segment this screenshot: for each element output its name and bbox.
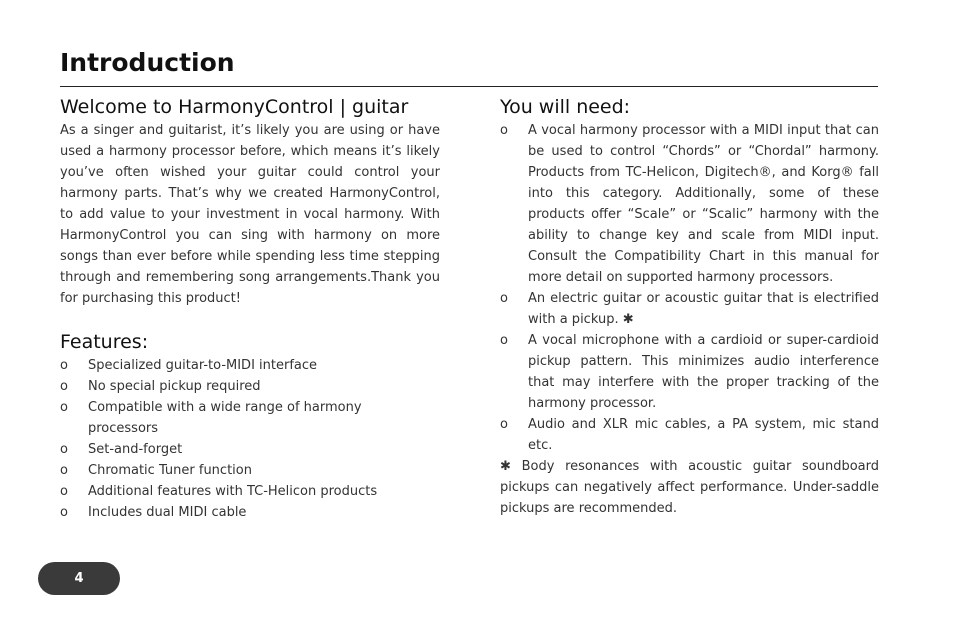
- page-title: Introduction: [60, 48, 235, 77]
- page-number: 4: [74, 571, 84, 586]
- list-item: o Additional features with TC-Helicon products: [60, 481, 440, 502]
- welcome-paragraph: As a singer and guitarist, it’s likely you are using or have used a harmony processor before, which means it’s likely you’ve often wished your guitar could control your harmony parts. That’s why we created HarmonyControl, to add value to your investment in vocal harmony. With HarmonyControl you can sing with harmony on more songs than ever before while spending less time stepping through and remembering song arrangements.Thank you for purchasing this product!: [60, 123, 440, 306]
- list-item: o Includes dual MIDI cable: [60, 502, 440, 523]
- list-item: o A vocal harmony processor with a MIDI input that can be used to control “Chords” or “Chordal” harmony. Products from TC-Helicon, Digitech®, and Korg® fall into this category. Additionally, some of these products offer “Scale” or “Scalic” harmony with the ability to change key and scale from MIDI input. Consult the Compatibility Chart in this manual for more detail on supported harmony processors.: [500, 120, 879, 288]
- features-list: [60, 355, 440, 523]
- bullet-icon: o: [60, 505, 68, 520]
- features-heading: Features:: [60, 331, 149, 353]
- welcome-heading: Welcome to HarmonyControl | guitar: [60, 96, 409, 118]
- asterisk-icon: ✱: [500, 459, 511, 474]
- page-number-badge: [38, 562, 120, 595]
- bullet-icon: o: [60, 442, 68, 457]
- bullet-icon: o: [60, 379, 68, 394]
- list-item: o Chromatic Tuner function: [60, 460, 440, 481]
- title-divider: [60, 86, 878, 87]
- list-item: o A vocal microphone with a cardioid or super-cardioid pickup pattern. This minimizes audio interference that may interfere with the proper tracking of the harmony processor.: [500, 330, 879, 414]
- bullet-icon: o: [500, 123, 508, 138]
- bullet-icon: o: [60, 463, 68, 478]
- bullet-icon: o: [500, 417, 508, 432]
- bullet-icon: o: [60, 400, 68, 415]
- asterisk-icon: ✱: [622, 312, 634, 327]
- right-column: [500, 94, 879, 519]
- footnote-text: Body resonances with acoustic guitar soundboard pickups can negatively affect performance. Under-saddle pickups are recommended.: [500, 459, 879, 516]
- bullet-icon: o: [500, 291, 508, 306]
- bullet-icon: o: [500, 333, 508, 348]
- list-item: o Audio and XLR mic cables, a PA system, mic stand etc.: [500, 414, 879, 456]
- bullet-icon: o: [60, 484, 68, 499]
- list-item: o Set-and-forget: [60, 439, 440, 460]
- bullet-icon: o: [60, 358, 68, 373]
- needs-heading: You will need:: [500, 96, 631, 118]
- list-item: o Specialized guitar-to-MIDI interface: [60, 355, 440, 376]
- footnote: [500, 456, 879, 519]
- needs-list: [500, 120, 879, 456]
- list-item: o Compatible with a wide range of harmony processors: [60, 397, 440, 439]
- left-column: [60, 94, 440, 523]
- list-item: o No special pickup required: [60, 376, 440, 397]
- list-item: o An electric guitar or acoustic guitar that is electrified with a pickup. ✱: [500, 288, 879, 330]
